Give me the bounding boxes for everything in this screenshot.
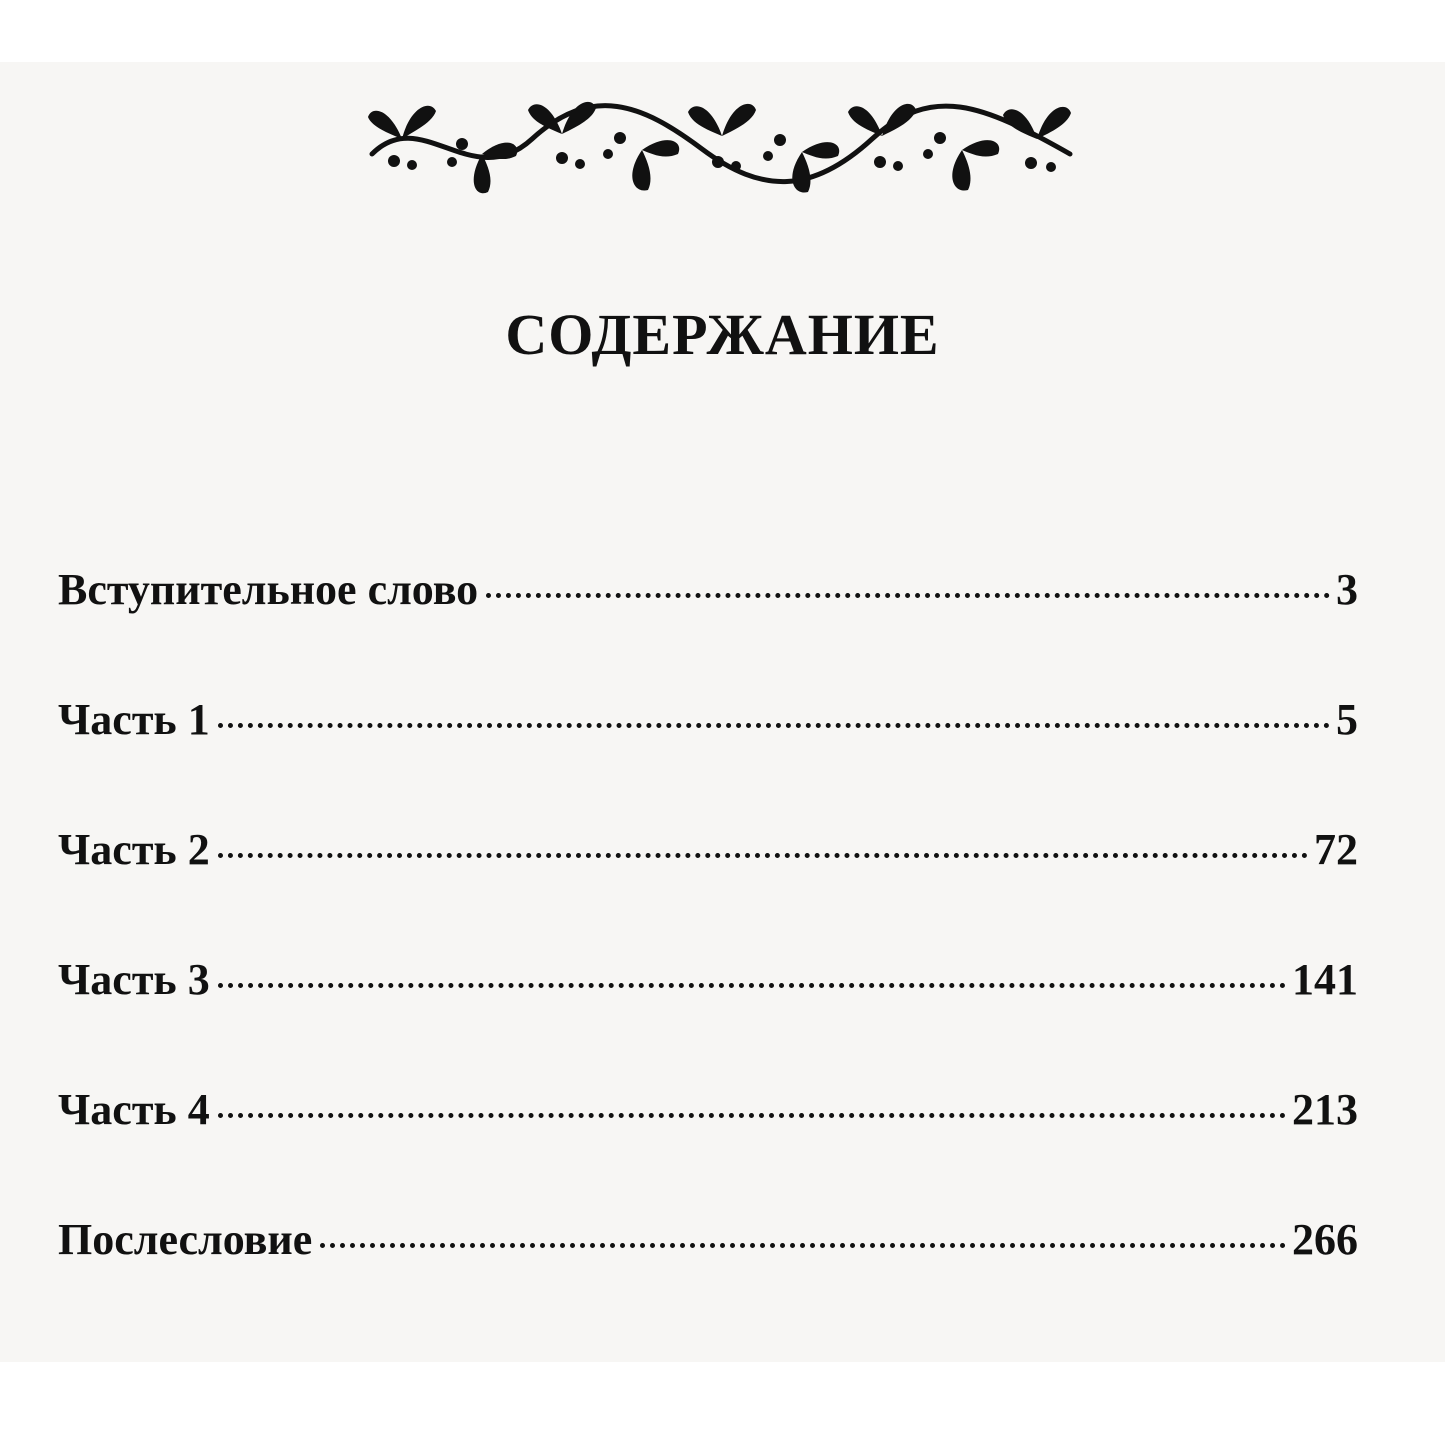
toc-entry-label: Вступительное слово xyxy=(58,565,479,614)
dot-leader xyxy=(486,593,1330,598)
toc-entry-page: 213 xyxy=(1292,1085,1358,1134)
toc-entry xyxy=(58,945,1358,1075)
toc-entry-page: 5 xyxy=(1336,695,1358,744)
toc-entry xyxy=(58,1205,1358,1335)
dot-leader xyxy=(320,1243,1286,1248)
toc-entry xyxy=(58,555,1358,685)
toc-entry xyxy=(58,1075,1358,1205)
toc-entry-label: Часть 1 xyxy=(58,695,210,744)
toc-entry xyxy=(58,685,1358,815)
floral-vine-icon xyxy=(362,84,1080,194)
toc-entry-label: Часть 3 xyxy=(58,955,210,1004)
page-title: СОДЕРЖАНИЕ xyxy=(505,302,940,367)
toc-entry-page: 141 xyxy=(1292,955,1358,1004)
dot-leader xyxy=(218,983,1286,988)
toc-entry xyxy=(58,815,1358,945)
book-page xyxy=(0,62,1445,1362)
toc-entry-label: Часть 2 xyxy=(58,825,210,874)
toc-entry-page: 72 xyxy=(1314,825,1358,874)
table-of-contents xyxy=(58,555,1358,1335)
dot-leader xyxy=(218,1113,1286,1118)
toc-entry-page: 3 xyxy=(1336,565,1358,614)
dot-leader xyxy=(218,723,1330,728)
toc-entry-label: Часть 4 xyxy=(58,1085,210,1134)
dot-leader xyxy=(218,853,1308,858)
toc-entry-label: Послесловие xyxy=(58,1215,313,1264)
toc-entry-page: 266 xyxy=(1292,1215,1358,1264)
